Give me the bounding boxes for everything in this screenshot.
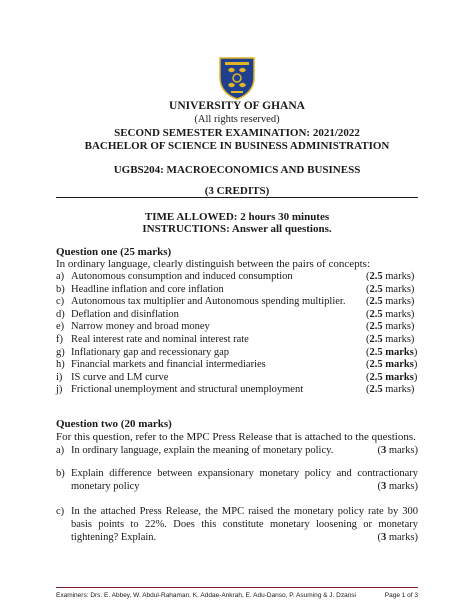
- question-one-intro: In ordinary language, clearly distinguish between the pairs of concepts:: [56, 258, 371, 270]
- exam-title: SECOND SEMESTER EXAMINATION: 2021/2022: [114, 127, 360, 139]
- question-two-heading: Question two (20 marks): [56, 418, 172, 430]
- instructions: INSTRUCTIONS: Answer all questions.: [142, 223, 332, 235]
- list-item: g) Inflationary gap and recessionary gap (2.5 marks): [56, 346, 418, 358]
- list-item: c) Autonomous tax multiplier and Autonomous spending multiplier. (2.5 marks): [56, 296, 415, 308]
- question-one-list: [56, 271, 418, 397]
- footer-divider: [56, 587, 418, 588]
- credits-label: (3 CREDITS): [204, 185, 270, 197]
- list-item: b) Headline inflation and core inflation (2.5 marks): [56, 283, 415, 295]
- time-allowed: TIME ALLOWED: 2 hours 30 minutes: [144, 211, 330, 223]
- exam-page: UNIVERSITY OF GHANA (All rights reserved) SECOND SEMESTER EXAMINATION: 2021/2022 BACHELOR OF SCIENCE IN BUSINESS ADMINISTRATION UGBS204: MACROECONOMICS AND BUSINESS (3 CREDITS) TIME ALLOWED: 2 hours 30 minutes INSTRUCTIONS: Answer all questions. Question one (25 marks) In ordinary language, clearly distinguish between the pairs of concepts: a) Autonomous consumption and induced consumption (2.5 marks) b) Headline inflation and core inflation (2.5 marks) c) Autonomous tax multiplier and Autonomous spending multiplier. (2.5 marks) d) Deflation and disinflation (2.5 marks) e) Narrow money and broad money (2.5 marks) f) Real interest rate and nominal interest rate (2.5 marks) g) Inflationary gap and recessionary gap (2.5 marks) h) Financial markets and financial intermediaries (2.5 marks) i) IS curve and LM curve (2.5 marks) j) Frictional unemployment and structural unemployment (2.5 marks) Question two (20 marks) For this question, refer to the MPC Press Release that is attached to the questions. a) (3 marks) In ordinary language, explain the meaning of monetary policy. b) Explain difference between expansionary monetary policy and contractionary monetary policy (3 marks) c) In the attached Press Release, the MPC raised the monetary policy rate by 300 basis points to 22%. Does this constitute monetary loosening or monetary tightening? Explain. (3 marks) Examiners: Drs. E. Abbey, W. Abdul-Rahaman, K. Addae-Ankrah, E. Adu-Danso, P. Asuming & J. Dzansi Page 1 of 3: [0, 0, 474, 613]
- question-one-heading: Question one (25 marks): [56, 246, 172, 258]
- university-name: UNIVERSITY OF GHANA: [169, 100, 305, 112]
- question-two-intro: For this question, refer to the MPC Press Release that is attached to the questions.: [56, 431, 416, 443]
- list-item: i) IS curve and LM curve (2.5 marks): [56, 371, 418, 383]
- list-item: d) Deflation and disinflation (2.5 marks): [56, 308, 415, 320]
- list-item: j) Frictional unemployment and structural unemployment (2.5 marks): [56, 384, 415, 396]
- examiners-line: Examiners: Drs. E. Abbey, W. Abdul-Rahaman, K. Addae-Ankrah, E. Adu-Danso, P. Asuming & J. Dzansi: [56, 592, 356, 599]
- page-number: Page 1 of 3: [384, 592, 418, 599]
- rights-notice: (All rights reserved): [194, 114, 280, 125]
- degree-title: BACHELOR OF SCIENCE IN BUSINESS ADMINISTRATION: [84, 140, 390, 152]
- course-title: UGBS204: MACROECONOMICS AND BUSINESS: [113, 164, 361, 176]
- list-item: e) Narrow money and broad money (2.5 marks): [56, 321, 415, 333]
- footer: [56, 592, 418, 599]
- list-item: f) Real interest rate and nominal interest rate (2.5 marks): [56, 333, 415, 345]
- header-divider: [56, 197, 418, 198]
- list-item: h) Financial markets and financial intermediaries (2.5 marks): [56, 359, 418, 371]
- list-item: a) Autonomous consumption and induced consumption (2.5 marks): [56, 271, 415, 282]
- university-crest-icon: [218, 56, 256, 100]
